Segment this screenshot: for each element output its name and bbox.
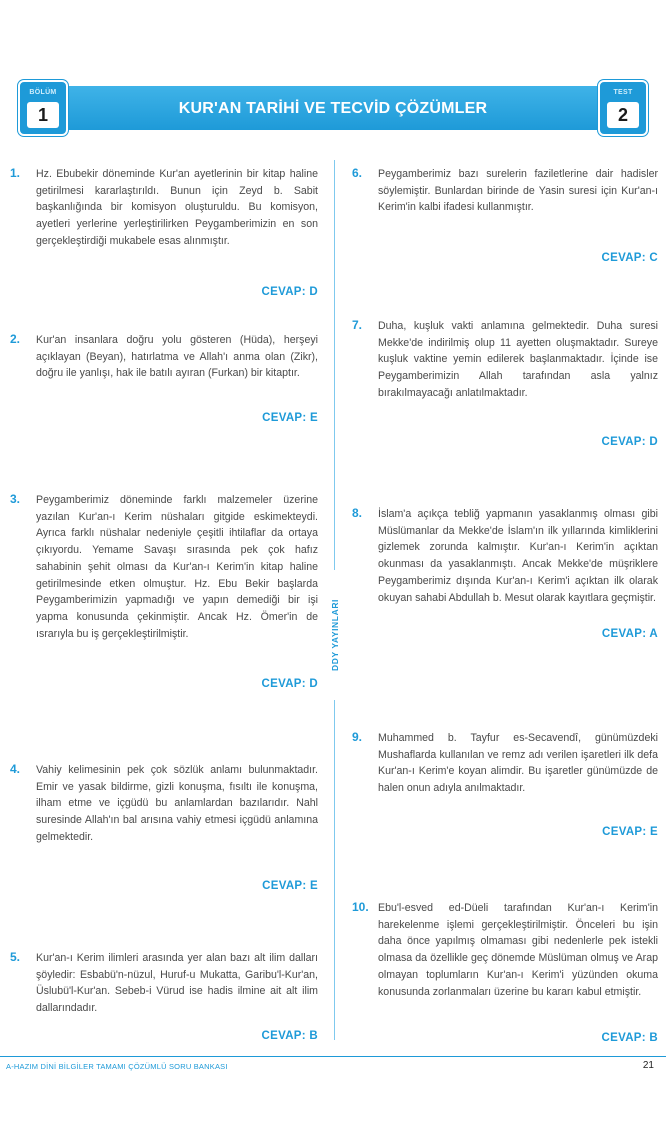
test-label: TEST — [613, 89, 633, 96]
publisher-name: DDY YAYINLARI — [330, 598, 340, 672]
question-number: 6. — [352, 166, 363, 180]
question-text: Hz. Ebubekir döneminde Kur'an ayetlerinin bir kitap haline getirilmesi kararlaştırıldı. Bunun için Zeyd b. Sabit başkanlığında bir komisyon oluşturuldu. Bu komisyon, ayetleri yerlerine yerleştirilirken Peygamberimizin en son gerçekleştirdiği mukabele esas alınmıştır. — [36, 168, 318, 247]
answer-label: CEVAP: E — [262, 880, 318, 892]
question-number: 2. — [10, 332, 21, 346]
answer-label: CEVAP: E — [262, 412, 318, 424]
answer-label: CEVAP: D — [261, 286, 318, 298]
question-text: Muhammed b. Tayfur es-Secavendî, günümüzdeki Mushaflarda kullanılan ve remz adı verilen işaretleri ilk defa Kur'an-ı Kerim'e koyan alimdir. Bu işaretler günümüzde de halen onun adıyla anılmaktadır. — [378, 732, 658, 795]
question-number: 7. — [352, 318, 363, 332]
question-number: 1. — [10, 166, 21, 180]
question-text: Ebu'l-esved ed-Düeli tarafından Kur'an-ı Kerim'in harekelenme işlemi gerçekleştirilmiştir. Önceleri bu işin daha önce yapılmış olmaması gibi nedenlerle pek istekli olmasa da özellikle geç dönemde Müslüman olmuş ve Arap olmayan toplumların Kur'an-ı Kerim'i yüzünden okuma konusunda zorlanmaları üzerine bu kararı kabul etmiştir. — [378, 902, 658, 998]
question-text: Kur'an-ı Kerim ilimleri arasında yer alan bazı alt ilim dalları şöyledir: Esbabü'n-nüzul, Huruf-u Mukatta, Garibu'l-Kur'an, Üslubü'l-Kur'an. Sebeb-i Vürud ise hadis ilmine ait alt ilim dallarındadır. — [36, 952, 318, 1015]
question-6 — [352, 166, 658, 264]
question-7 — [352, 318, 658, 448]
question-3 — [10, 492, 318, 690]
answer-label: CEVAP: D — [601, 436, 658, 448]
header-banner — [8, 80, 658, 136]
question-10 — [352, 900, 658, 1044]
question-number: 4. — [10, 762, 21, 776]
question-text: Duha, kuşluk vakti anlamına gelmektedir. Duha suresi Mekke'de indirilmiş olup 11 ayetten oluşmaktadır. Sureye kuşluk vaktine yemin edilerek başlanmaktadır. İçinde ise Peygamberimizin Allah tarafından asla yalnız bırakılmayacağı anlatılmaktadır. — [378, 320, 658, 399]
answer-label: CEVAP: A — [601, 628, 658, 640]
question-text: Peygamberimiz döneminde farklı malzemeler üzerine yazılan Kur'an-ı Kerim nüshaları gitgide eskimekteydi. Ayrıca farklı nüshalar nedeniyle çeşitli ihtilaflar da ortaya çıkıyordu. Yemame Savaşı sırasında pek çok hafız sahabinin şehit olması da Kur'an-ı Kerim'in kitap haline getirilmesinde etken olmuştur. Hz. Ebu Bekir başlarda Peygamberimizin yapmadığı ve yapın demediği bir işi yapma konusunda çekinmiştir. Ancak Hz. Ömer'in de ısrarıyla bu iş gerçekleştirilmiştir. — [36, 494, 318, 640]
answer-label: CEVAP: D — [261, 678, 318, 690]
question-9 — [352, 730, 658, 838]
answer-label: CEVAP: E — [602, 826, 658, 838]
answer-label: CEVAP: C — [601, 252, 658, 264]
page-number: 21 — [642, 1060, 654, 1071]
question-5 — [10, 950, 318, 1042]
question-number: 10. — [352, 900, 369, 914]
test-badge — [598, 80, 648, 136]
answer-label: CEVAP: B — [601, 1032, 658, 1044]
section-label: BÖLÜM — [29, 89, 57, 96]
question-8 — [352, 506, 658, 640]
section-badge — [18, 80, 68, 136]
publisher-side-label — [328, 570, 342, 700]
footer-rule — [0, 1056, 666, 1057]
question-number: 3. — [10, 492, 21, 506]
question-text: Kur'an insanlara doğru yolu gösteren (Hüda), herşeyi açıklayan (Beyan), hatırlatma ve Allah'ı anma olan (Zikr), doğru ile yanlışı, hak ile batılı ayıran (Furkan) bir kitaptır. — [36, 334, 318, 380]
question-number: 5. — [10, 950, 21, 964]
test-number: 2 — [607, 102, 639, 128]
question-number: 8. — [352, 506, 363, 520]
question-text: Vahiy kelimesinin pek çok sözlük anlamı bulunmaktadır. Emir ve yasak bildirme, gizli konuşma, fısıltı ile konuşma, ilham etme ve içgüdü bu anlamlardan bazılarıdır. Nahl suresinde Allah'ın bal arısına vahiy etmesi içgüdü anlamına gelmektedir. — [36, 764, 318, 843]
section-number: 1 — [27, 102, 59, 128]
question-2 — [10, 332, 318, 424]
question-1 — [10, 166, 318, 298]
book-title: A-HAZIM DİNİ BİLGİLER TAMAMI ÇÖZÜMLÜ SORU BANKASI — [6, 1062, 228, 1071]
page-title: KUR'AN TARİHİ VE TECVİD ÇÖZÜMLER — [178, 100, 488, 117]
question-4 — [10, 762, 318, 892]
answer-label: CEVAP: B — [261, 1030, 318, 1042]
question-text: İslam'a açıkça tebliğ yapmanın yasaklanmış olması gibi Müslümanlar da Mekke'de İslam'ın ilk yıllarında kimliklerini gizlemek zorunda kalmıştır. Kur'an-ı Kerim'in açıktan okunması da yasaklanmıştı. Ancak Mekke'de müşriklere Peygamberimiz dışında Kur'an-ı Kerim'i açıktan ilk olarak okuyan sahabi Abdullah b. Mesut olarak kayıtlara geçmiştir. — [378, 508, 658, 604]
question-text: Peygamberimiz bazı surelerin faziletlerine dair hadisler söylemiştir. Bunlardan birinde de Yasin suresi için Kur'an-ı Kerim'in kalbi ifadesi kullanmıştır. — [378, 168, 658, 214]
question-number: 9. — [352, 730, 363, 744]
